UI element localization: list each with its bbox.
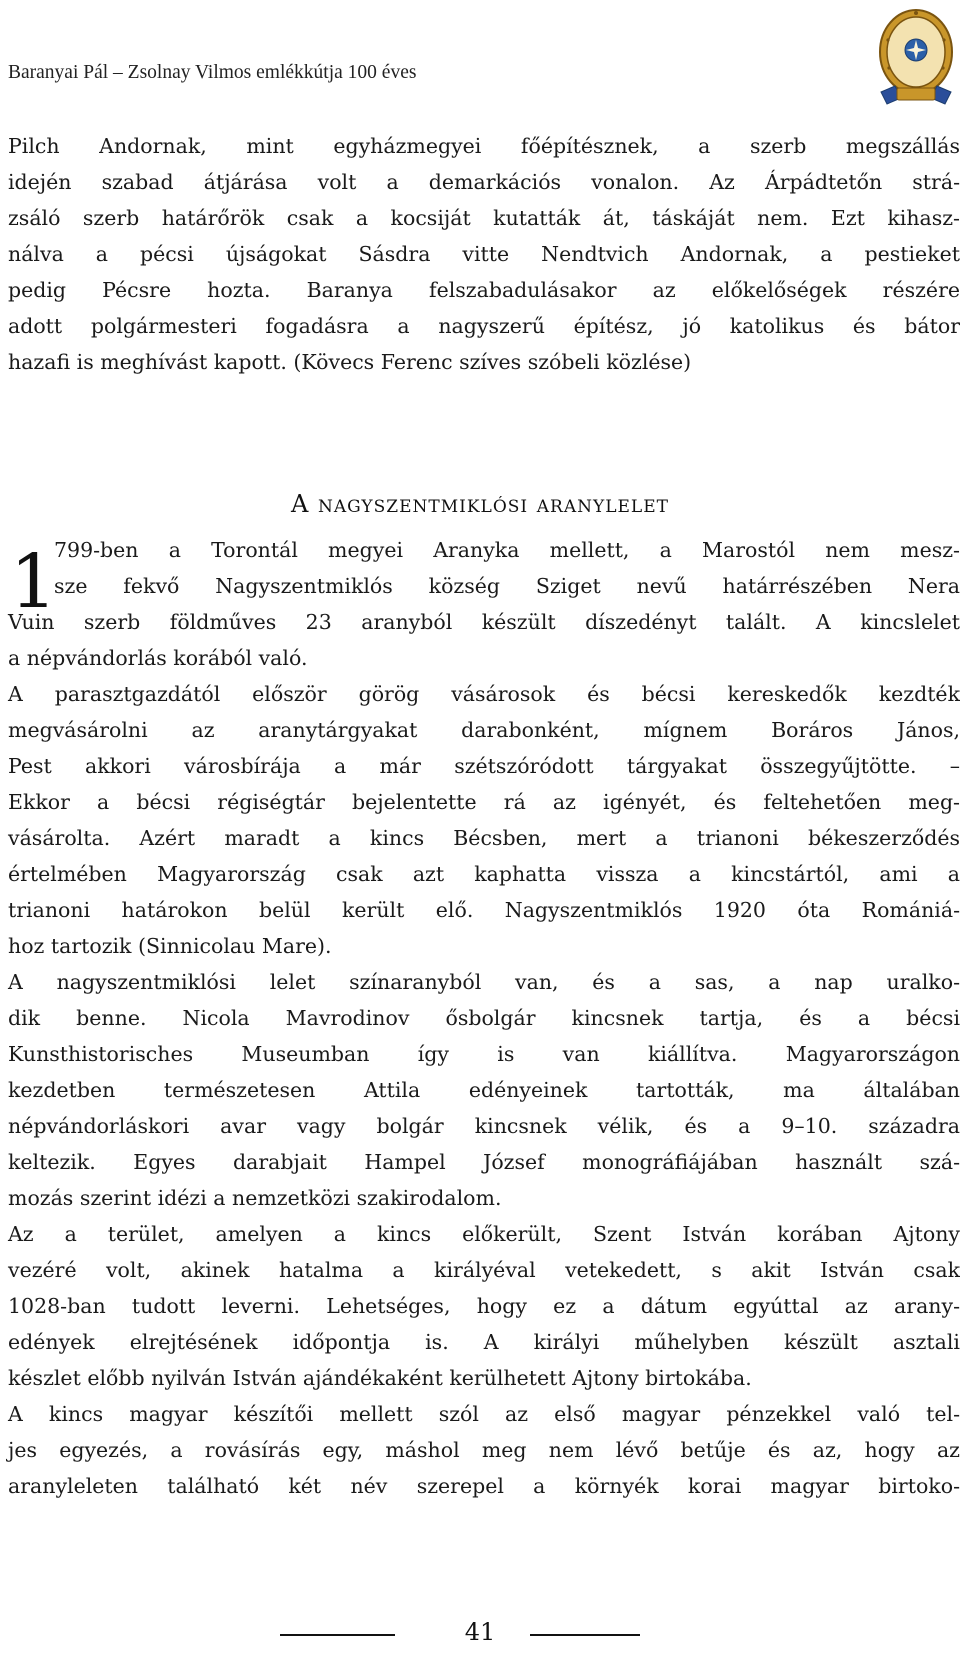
text-line: adott polgármesteri fogadásra a nagyszerű építész, jó katolikus és bátor (8, 314, 960, 338)
text-line: 799-ben a Torontál megyei Aranyka mellett, a Marostól nem mesz- (54, 538, 960, 562)
text-line: Az a terület, amelyen a kincs előkerült, Szent István korában Ajtony (8, 1222, 960, 1246)
text-line: hazafi is meghívást kapott. (Kövecs Ferenc szíves szóbeli közlése) (8, 350, 692, 374)
text-line: A nagyszentmiklósi lelet színaranyból van, és a sas, a nap uralko- (8, 970, 960, 994)
text-line: Pilch Andornak, mint egyházmegyei főépítésznek, a szerb megszállás (8, 134, 960, 158)
text-line: kezdetben természetesen Attila edényeinek tartották, ma általában (8, 1078, 960, 1102)
text-line: Ekkor a bécsi régiségtár bejelentette rá az igényét, és feltehetően meg- (8, 790, 960, 814)
page-number: 41 (464, 1618, 496, 1646)
section-paragraph-4 (8, 1216, 960, 1396)
drop-cap: 1 (10, 539, 58, 625)
text-line: Pest akkori városbírája a már szétszóródott tárgyakat összegyűjtötte. – (8, 754, 960, 778)
footer-rule-right (530, 1634, 640, 1636)
text-line: népvándorláskori avar vagy bolgár kincsnek vélik, és a 9–10. századra (8, 1114, 960, 1138)
text-line: jes egyezés, a rovásírás egy, máshol meg nem lévő betűje és az, hogy az (8, 1438, 960, 1462)
text-line: megvásárolni az aranytárgyakat darabonként, mígnem Boráros János, (8, 718, 960, 742)
text-line: pedig Pécsre hozta. Baranya felszabadulásakor az előkelőségek részére (8, 278, 960, 302)
page-footer (0, 1618, 960, 1648)
running-header: Baranyai Pál – Zsolnay Vilmos emlékkútja 100 éves (8, 62, 417, 83)
section-title: A nagyszentmiklósi aranylelet (291, 490, 669, 518)
text-line: sze fekvő Nagyszentmiklós község Sziget nevű határrészében Nera (54, 574, 960, 598)
text-line: A parasztgazdától először görög vásárosok és bécsi kereskedők kezdték (8, 682, 960, 706)
section-paragraph-3 (8, 964, 960, 1216)
text-line: A kincs magyar készítői mellett szól az első magyar pénzekkel való tel- (8, 1402, 960, 1426)
text-line: dik benne. Nicola Mavrodinov ősbolgár kincsnek tartja, és a bécsi (8, 1006, 960, 1030)
text-line: a népvándorlás korából való. (8, 646, 308, 670)
text-line: vásárolta. Azért maradt a kincs Bécsben, mert a trianoni békeszerződés (8, 826, 960, 850)
text-line: mozás szerint idézi a nemzetközi szakirodalom. (8, 1186, 502, 1210)
text-line: értelmében Magyarország csak azt kaphatta vissza a kincstártól, ami a (8, 862, 960, 886)
text-line: készlet előbb nyilván István ajándékaként kerülhetett Ajtony birtokába. (8, 1366, 752, 1390)
association-seal-icon (873, 0, 959, 118)
text-line: Vuin szerb földműves 23 aranyból készült díszedényt talált. A kincslelet (8, 610, 960, 634)
text-line: vezéré volt, akinek hatalma a királyéval vetekedett, s akit István csak (8, 1258, 960, 1282)
section-paragraph-5 (8, 1396, 960, 1504)
text-line: 1028-ban tudott leverni. Lehetséges, hogy ez a dátum egyúttal az arany- (8, 1294, 960, 1318)
text-line: hoz tartozik (Sinnicolau Mare). (8, 934, 332, 958)
text-line: Kunsthistorisches Museumban így is van kiállítva. Magyarországon (8, 1042, 960, 1066)
text-line: aranyleleten található két név szerepel a környék korai magyar birtoko- (8, 1474, 960, 1498)
section-paragraph-1 (8, 532, 960, 676)
text-line: idején szabad átjárása volt a demarkációs vonalon. Az Árpádtetőn strá- (8, 170, 960, 194)
intro-paragraph (8, 128, 960, 380)
text-line: nálva a pécsi újságokat Sásdra vitte Nendtvich Andornak, a pestieket (8, 242, 960, 266)
text-line: zsáló szerb határőrök csak a kocsiját kutatták át, táskáját nem. Ezt kihasz- (8, 206, 960, 230)
footer-rule-left (280, 1634, 395, 1636)
text-line: trianoni határokon belül került elő. Nagyszentmiklós 1920 óta Romániá- (8, 898, 960, 922)
section-paragraph-2 (8, 676, 960, 964)
text-line: keltezik. Egyes darabjait Hampel József monográfiájában használt szá- (8, 1150, 960, 1174)
text-line: edények elrejtésének időpontja is. A királyi műhelyben készült asztali (8, 1330, 960, 1354)
